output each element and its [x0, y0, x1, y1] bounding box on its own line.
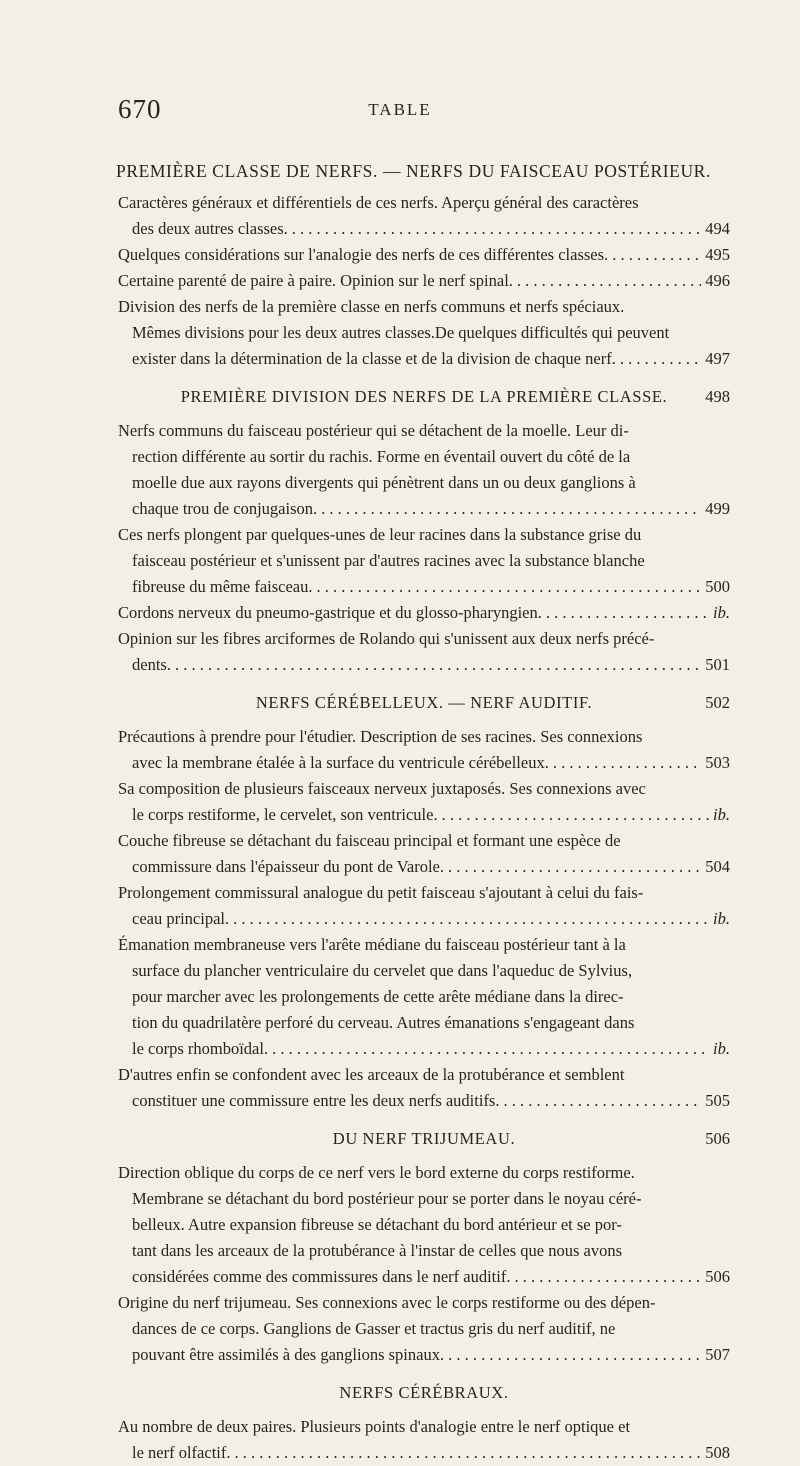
dot-leader — [513, 268, 701, 294]
toc-entry-line: Ces nerfs plongent par quelques-unes de leur racines dans la substance grise du — [118, 525, 642, 544]
page-reference: ib. — [713, 805, 730, 824]
dot-leader — [510, 1264, 701, 1290]
toc-entry-line: D'autres enfin se confondent avec les arceaux de la protubérance et semblent — [118, 1065, 625, 1084]
toc-entry-line: moelle due aux rayons divergents qui pénètrent dans un ou deux ganglions à — [132, 473, 636, 492]
toc-entry-last-line — [118, 1342, 730, 1368]
toc-entry-line: constituer une commissure entre les deux nerfs auditifs. — [132, 1091, 500, 1110]
dot-leader — [229, 906, 709, 932]
page-reference: ib. — [713, 909, 730, 928]
toc-entry-last-line — [118, 346, 730, 372]
page-reference: 497 — [705, 349, 730, 368]
toc-entry-line: Quelques considérations sur l'analogie des nerfs de ces différentes classes. — [118, 245, 609, 264]
division-heading — [118, 690, 730, 716]
division-heading-title: PREMIÈRE DIVISION DES NERFS DE LA PREMIÈRE CLASSE. — [180, 387, 668, 406]
page-number: 670 — [118, 94, 162, 124]
toc-entry-line: tant dans les arceaux de la protubérance à l'instar de celles que nous avons — [132, 1241, 622, 1260]
dot-leader — [608, 242, 701, 268]
dot-leader — [230, 1440, 701, 1466]
toc-entry-last-line — [118, 574, 730, 600]
toc-entry — [118, 1290, 730, 1368]
section-title: PREMIÈRE CLASSE DE NERFS. — NERFS DU FAISCEAU POSTÉRIEUR. — [116, 161, 711, 181]
toc-entry-line: le corps restiforme, le cervelet, son ventricule. — [132, 805, 438, 824]
toc-entry-line: Précautions à prendre pour l'étudier. Description de ses racines. Ses connexions — [118, 727, 643, 746]
toc-entry-line: Direction oblique du corps de ce nerf vers le bord externe du corps restiforme. — [118, 1163, 635, 1182]
toc-entry-line: Émanation membraneuse vers l'arête médiane du faisceau postérieur tant à la — [118, 935, 626, 954]
toc-entry — [118, 190, 730, 242]
toc-entry-line: commissure dans l'épaisseur du pont de Varole. — [132, 857, 444, 876]
toc-entry-last-line — [118, 750, 730, 776]
page-reference: 494 — [705, 219, 730, 238]
toc-entry — [118, 932, 730, 1062]
toc-entry-last-line — [118, 1036, 730, 1062]
toc-entry-line: Couche fibreuse se détachant du faisceau principal et formant une espèce de — [118, 831, 621, 850]
toc-entry-line: Nerfs communs du faisceau postérieur qui se détachent de la moelle. Leur di- — [118, 421, 629, 440]
toc-entry — [118, 1414, 730, 1466]
toc-entry-line: surface du plancher ventriculaire du cervelet que dans l'aqueduc de Sylvius, — [132, 961, 633, 980]
toc-entry-line: fibreuse du même faisceau. — [132, 577, 313, 596]
toc-entry — [118, 600, 730, 626]
toc-entry-line: pour marcher avec les prolongements de cette arête médiane dans la direc- — [132, 987, 624, 1006]
toc-entry-line: rection différente au sortir du rachis. Forme en éventail ouvert du côté de la — [132, 447, 631, 466]
table-of-contents — [118, 158, 730, 1466]
toc-entry-last-line — [118, 854, 730, 880]
toc-entry-last-line — [118, 1088, 730, 1114]
division-heading-title: NERFS CÉRÉBRAUX. — [339, 1383, 509, 1402]
toc-entry-line: Origine du nerf trijumeau. Ses connexions avec le corps restiforme ou des dépen- — [118, 1293, 656, 1312]
toc-entry-line: Certaine parenté de paire à paire. Opinion sur le nerf spinal. — [118, 271, 513, 290]
toc-entry — [118, 1062, 730, 1114]
toc-entry-line: dances de ce corps. Ganglions de Gasser et tractus gris du nerf auditif, ne — [132, 1319, 616, 1338]
page-reference: 499 — [705, 499, 730, 518]
toc-entry-line: Membrane se détachant du bord postérieur pour se porter dans le noyau céré- — [132, 1189, 642, 1208]
toc-entry-line: considérées comme des commissures dans le nerf auditif. — [132, 1267, 511, 1286]
page-reference: 500 — [705, 577, 730, 596]
page-reference: 504 — [705, 857, 730, 876]
toc-entry — [118, 880, 730, 932]
division-heading-title: NERFS CÉRÉBELLEUX. — NERF AUDITIF. — [255, 693, 593, 712]
page-reference: 505 — [705, 1091, 730, 1110]
page-reference: 506 — [705, 1267, 730, 1286]
page-reference: 507 — [705, 1345, 730, 1364]
toc-entry-line: Au nombre de deux paires. Plusieurs points d'analogie entre le nerf optique et — [118, 1417, 631, 1436]
toc-entry-last-line — [118, 802, 730, 828]
page-reference: 508 — [705, 1443, 730, 1462]
toc-entry — [118, 294, 730, 372]
toc-entry-last-line — [118, 906, 730, 932]
dot-leader — [549, 750, 701, 776]
page-reference: 496 — [705, 271, 730, 290]
division-heading-page: 498 — [705, 387, 730, 406]
dot-leader — [444, 854, 701, 880]
dot-leader — [268, 1036, 709, 1062]
toc-entry — [118, 1160, 730, 1290]
division-heading-page: 502 — [705, 693, 730, 712]
dot-leader — [499, 1088, 701, 1114]
toc-entry-line: tion du quadrilatère perforé du cerveau. Autres émanations s'engageant dans — [132, 1013, 635, 1032]
toc-entry-line: Mêmes divisions pour les deux autres classes.De quelques difficultés qui peuvent — [132, 323, 670, 342]
toc-entry-line: des deux autres classes. — [132, 219, 288, 238]
toc-entry-line: le corps rhomboïdal. — [132, 1039, 269, 1058]
dot-leader — [171, 652, 701, 678]
running-head: TABLE — [368, 100, 432, 119]
toc-entry-line: avec la membrane étalée à la surface du ventricule cérébelleux. — [132, 753, 549, 772]
dot-leader — [616, 346, 701, 372]
dot-leader — [444, 1342, 701, 1368]
toc-entry — [118, 418, 730, 522]
division-heading-page: 506 — [705, 1129, 730, 1148]
toc-entry-line: exister dans la détermination de la classe et de la division de chaque nerf. — [132, 349, 616, 368]
toc-entry — [118, 776, 730, 828]
toc-entry-line: le nerf olfactif. — [132, 1443, 231, 1462]
page-reference: 501 — [705, 655, 730, 674]
toc-entry — [118, 626, 730, 678]
dot-leader — [438, 802, 709, 828]
toc-entry-line: Prolongement commissural analogue du petit faisceau s'ajoutant à celui du fais- — [118, 883, 644, 902]
toc-entry-line: belleux. Autre expansion fibreuse se détachant du bord antérieur et se por- — [132, 1215, 622, 1234]
page-reference: ib. — [713, 1039, 730, 1058]
toc-entry — [118, 522, 730, 600]
toc-entry-line: Sa composition de plusieurs faisceaux nerveux juxtaposés. Ses connexions avec — [118, 779, 646, 798]
toc-entry-last-line — [118, 268, 730, 294]
toc-entry — [118, 242, 730, 268]
toc-entry-last-line — [118, 652, 730, 678]
dot-leader — [542, 600, 709, 626]
toc-entry-line: pouvant être assimilés à des ganglions spinaux. — [132, 1345, 445, 1364]
page-reference: 503 — [705, 753, 730, 772]
page-reference: 495 — [705, 245, 730, 264]
toc-entry-line: dents. — [132, 655, 171, 674]
division-heading — [118, 1126, 730, 1152]
toc-entry-last-line — [118, 1264, 730, 1290]
toc-entry-line: Caractères généraux et différentiels de ces nerfs. Aperçu général des caractères — [118, 193, 639, 212]
toc-entry-line: ceau principal. — [132, 909, 230, 928]
toc-entry-last-line — [118, 1440, 730, 1466]
toc-entry-line: Division des nerfs de la première classe en nerfs communs et nerfs spéciaux. — [118, 297, 625, 316]
page-reference: ib. — [713, 603, 730, 622]
toc-entry — [118, 724, 730, 776]
division-heading-title: DU NERF TRIJUMEAU. — [332, 1129, 516, 1148]
toc-entry-last-line — [118, 600, 730, 626]
dot-leader — [288, 216, 701, 242]
toc-entry-line: chaque trou de conjugaison. — [132, 499, 318, 518]
toc-entry-last-line — [118, 216, 730, 242]
division-heading — [118, 1380, 730, 1406]
toc-entry-line: Opinion sur les fibres arciformes de Rolando qui s'unissent aux deux nerfs précé- — [118, 629, 655, 648]
toc-entry — [118, 268, 730, 294]
toc-entry-last-line — [118, 242, 730, 268]
toc-entry-line: faisceau postérieur et s'unissent par d'autres racines avec la substance blanche — [132, 551, 645, 570]
division-heading — [118, 384, 730, 410]
dot-leader — [317, 496, 701, 522]
toc-entry-last-line — [118, 496, 730, 522]
toc-entry-line: Cordons nerveux du pneumo-gastrique et du glosso-pharyngien. — [118, 603, 542, 622]
toc-entry — [118, 828, 730, 880]
dot-leader — [313, 574, 702, 600]
